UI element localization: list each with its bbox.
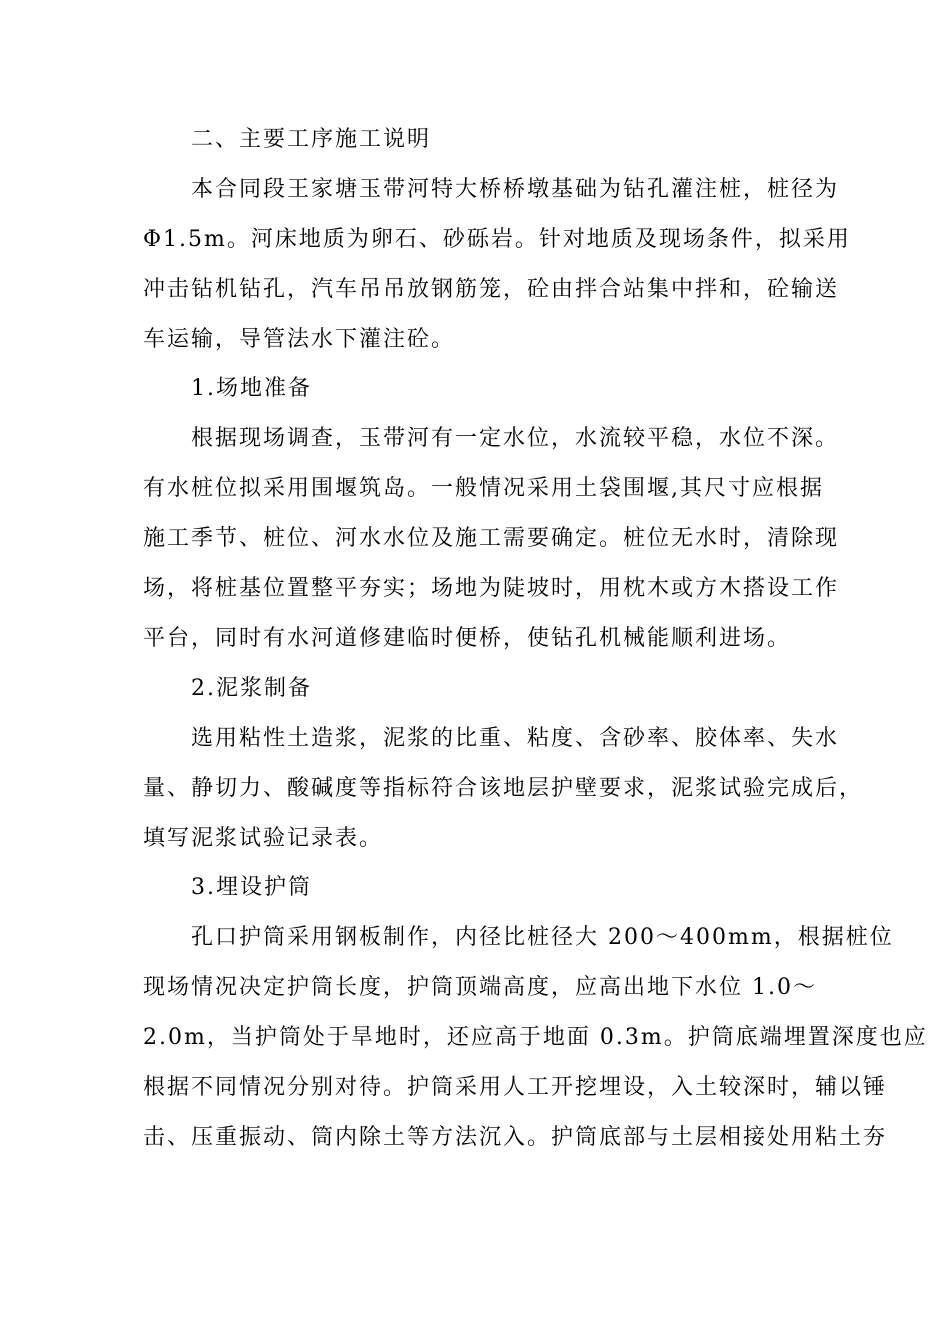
- mud-preparation-line: 选用粘性土造浆，泥浆的比重、粘度、含砂率、胶体率、失水: [191, 726, 840, 751]
- section-title: 二、主要工序施工说明: [191, 127, 432, 152]
- subsection-heading-site-preparation: 1.场地准备: [191, 376, 312, 401]
- mud-preparation-line: 量、静切力、酸碱度等指标符合该地层护壁要求，泥浆试验完成后，: [143, 776, 864, 801]
- casing-line: 2.0m，当护筒处于旱地时，还应高于地面 0.3m。护筒底端埋置深度也应: [143, 1025, 928, 1050]
- intro-line: 本合同段王家塘玉带河特大桥桥墩基础为钻孔灌注桩，桩径为: [191, 177, 840, 202]
- casing-line: 根据不同情况分别对待。护筒采用人工开挖埋设，入土较深时，辅以锤: [143, 1075, 888, 1100]
- site-preparation-line: 场，将桩基位置整平夯实；场地为陡坡时，用枕木或方木搭设工作: [143, 576, 840, 601]
- casing-line: 孔口护筒采用钢板制作，内径比桩径大 200～400mm，根据桩位: [191, 925, 894, 950]
- site-preparation-line: 有水桩位拟采用围堰筑岛。一般情况采用土袋围堰,其尺寸应根据: [143, 476, 824, 501]
- casing-line: 现场情况决定护筒长度，护筒顶端高度，应高出地下水位 1.0～: [143, 975, 817, 1000]
- site-preparation-line: 施工季节、桩位、河水水位及施工需要确定。桩位无水时，清除现: [143, 526, 840, 551]
- casing-line: 击、压重振动、筒内除土等方法沉入。护筒底部与土层相接处用粘土夯: [143, 1125, 888, 1150]
- mud-preparation-line: 填写泥浆试验记录表。: [143, 826, 384, 851]
- site-preparation-line: 平台，同时有水河道修建临时便桥，使钻孔机械能顺利进场。: [143, 626, 792, 651]
- intro-line: 冲击钻机钻孔，汽车吊吊放钢筋笼，砼由拌合站集中拌和，砼输送: [143, 277, 840, 302]
- subsection-heading-casing: 3.埋设护筒: [191, 875, 312, 900]
- subsection-heading-mud-preparation: 2.泥浆制备: [191, 676, 312, 701]
- intro-line: 车运输，导管法水下灌注砼。: [143, 327, 456, 352]
- intro-line: Φ1.5m。河床地质为卵石、砂砾岩。针对地质及现场条件，拟采用: [143, 227, 851, 252]
- site-preparation-line: 根据现场调查，玉带河有一定水位，水流较平稳，水位不深。: [191, 426, 840, 451]
